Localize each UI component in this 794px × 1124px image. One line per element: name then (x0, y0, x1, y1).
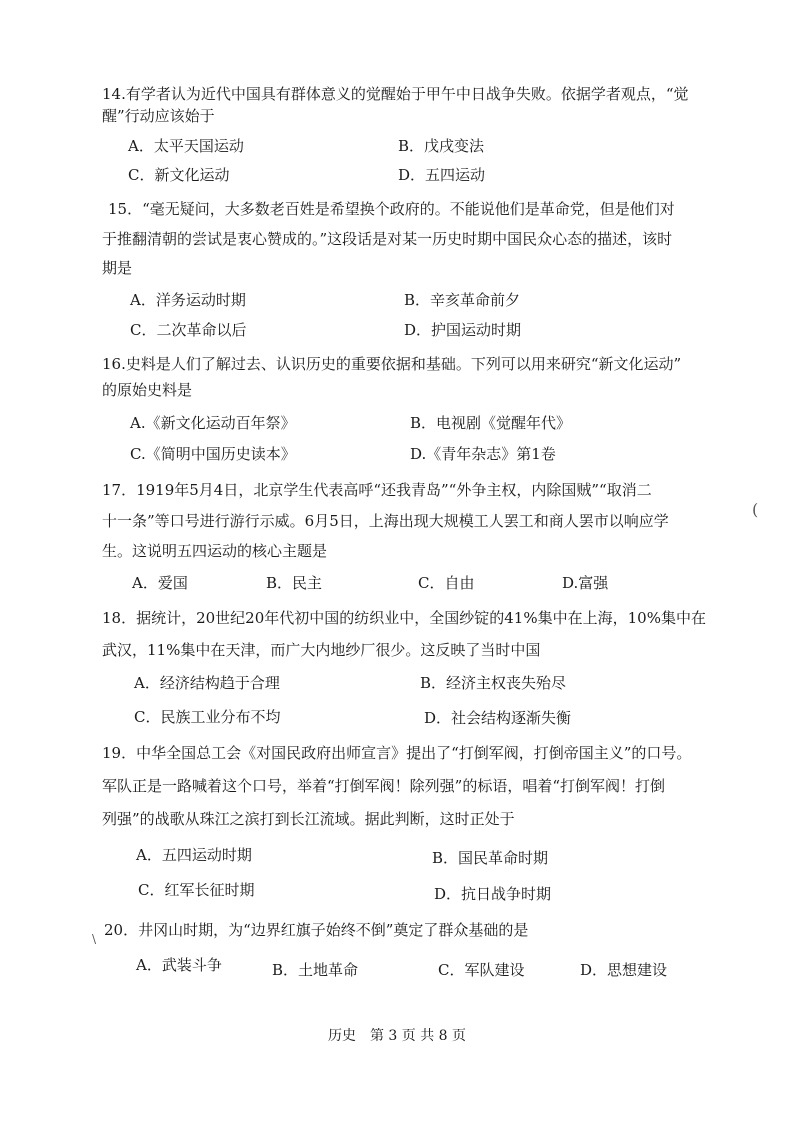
scan-mark-right: ( (752, 500, 759, 519)
q15-option-d: D．护国运动时期 (404, 321, 522, 339)
q14-line-2: 醒”行动应该始于 (102, 107, 215, 125)
q15-line-1: 15．“毫无疑问，大多数老百姓是希望换个政府的。不能说他们是革命党，但是他们对 (108, 200, 675, 218)
q20-option-d: D．思想建设 (580, 961, 668, 979)
q19-line-3: 列强”的战歌从珠江之滨打到长江流域。据此判断，这时正处于 (102, 810, 515, 828)
q20-option-b: B．土地革命 (272, 961, 359, 979)
q20-option-c: C．军队建设 (438, 961, 525, 979)
q16-option-c: C.《简明中国历史读本》 (130, 445, 296, 463)
q17-option-a: A．爱国 (132, 574, 188, 592)
q14-option-a: A．太平天国运动 (128, 137, 244, 155)
q18-line-2: 武汉，11%集中在天津，而广大内地纱厂很少。这反映了当时中国 (102, 641, 541, 659)
q18-line-1: 18．据统计，20世纪20年代初中国的纺织业中，全国纱锭的41%集中在上海，10%集中在 (102, 609, 706, 627)
q17-option-c: C．自由 (418, 574, 475, 592)
q15-line-3: 期是 (102, 259, 133, 277)
q19-option-b: B．国民革命时期 (432, 849, 549, 867)
q14-option-c: C．新文化运动 (128, 166, 230, 184)
q18-option-a: A．经济结构趋于合理 (134, 674, 280, 692)
q16-line-2: 的原始史料是 (102, 381, 193, 399)
q19-option-d: D．抗日战争时期 (434, 885, 552, 903)
q15-line-2: 于推翻清朝的尝试是衷心赞成的。”这段话是对某一历史时期中国民众心态的描述，该时 (102, 230, 673, 248)
q18-option-d: D．社会结构逐渐失衡 (424, 709, 572, 727)
q16-option-a: A.《新文化运动百年祭》 (130, 414, 296, 432)
q16-line-1: 16.史料是人们了解过去、认识历史的重要依据和基础。下列可以用来研究“新文化运动” (102, 355, 682, 373)
q19-option-c: C．红军长征时期 (138, 881, 255, 899)
scan-mark-left: \ (92, 932, 97, 946)
q17-option-b: B．民主 (266, 574, 323, 592)
q19-line-1: 19．中华全国总工会《对国民政府出师宣言》提出了“打倒军阀，打倒帝国主义”的口号。 (102, 744, 692, 762)
q18-option-c: C．民族工业分布不均 (134, 708, 281, 726)
q19-line-2: 军队正是一路喊着这个口号，举着“打倒军阀！除列强”的标语，唱着“打倒军阀！打倒 (102, 777, 666, 795)
q18-option-b: B．经济主权丧失殆尽 (420, 674, 567, 692)
q15-option-a: A．洋务运动时期 (130, 291, 246, 309)
q16-option-b: B．电视剧《觉醒年代》 (410, 414, 572, 432)
q14-line-1: 14.有学者认为近代中国具有群体意义的觉醒始于甲午中日战争失败。依据学者观点，“觉 (102, 85, 689, 103)
q17-option-d: D.富强 (562, 574, 609, 592)
q17-line-2: 十一条”等口号进行游行示威。6月5日，上海出现大规模工人罢工和商人罢市以响应学 (102, 512, 669, 530)
q17-line-1: 17．1919年5月4日，北京学生代表高呼“还我青岛”“外争主权，内除国贼”“取消二 (102, 481, 652, 499)
q20-line-1: 20．井冈山时期，为“边界红旗子始终不倒”奠定了群众基础的是 (104, 921, 529, 939)
page-footer: 历史 第 3 页 共 8 页 (327, 1028, 467, 1044)
q16-option-d: D.《青年杂志》第1卷 (410, 445, 556, 463)
q15-option-b: B．辛亥革命前夕 (404, 291, 521, 309)
q14-option-d: D．五四运动 (398, 166, 486, 184)
q15-option-c: C．二次革命以后 (130, 321, 247, 339)
q20-option-a: A．武装斗争 (136, 956, 222, 974)
q19-option-a: A．五四运动时期 (136, 846, 252, 864)
q14-option-b: B．戊戌变法 (398, 137, 485, 155)
q17-line-3: 生。这说明五四运动的核心主题是 (102, 542, 328, 560)
